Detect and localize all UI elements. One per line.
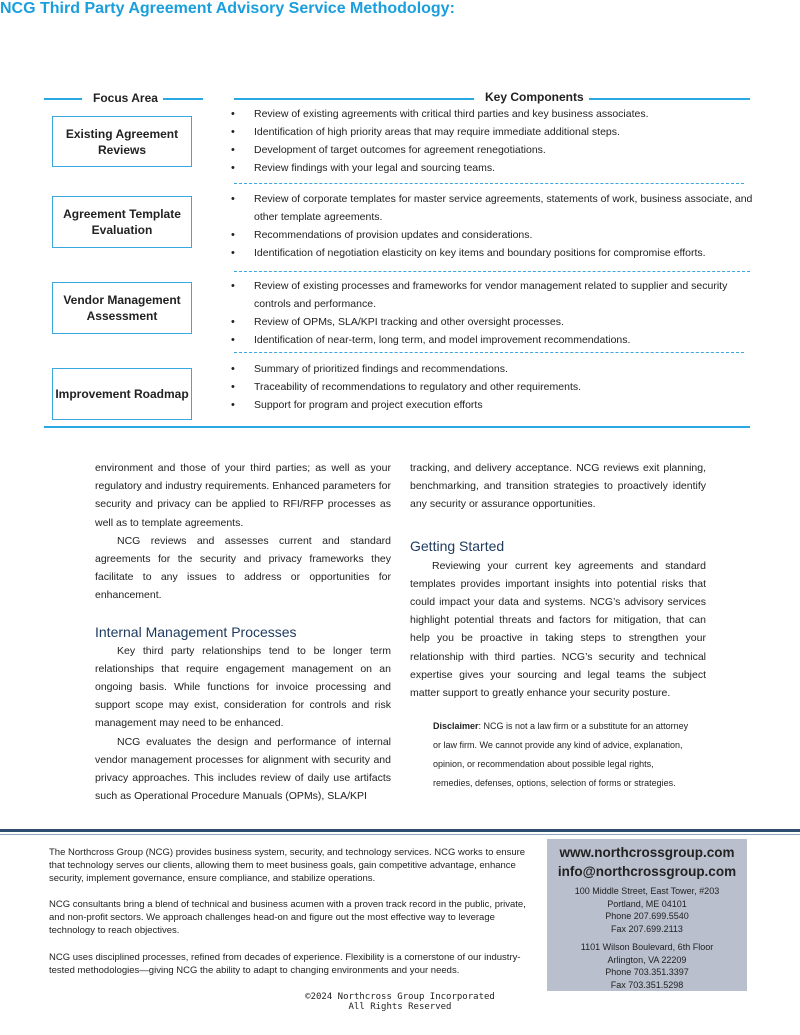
left-paragraph-1: environment and those of your third parties; as well as your regulatory and industry requirements. Enhanced parameters for security and privacy can be applied to RFI/RFP processes as well as to template agreements. — [95, 462, 391, 529]
focus-label: Agreement Template Evaluation — [63, 207, 181, 237]
footer-paragraph-1: The Northcross Group (NCG) provides business system, security, and technology services. NCG works to ensure that technology serves our clients, allowing them to meet business goals, gain competitive advantage, enhance security, implement governance, ensure compliance, and stabilize operations. — [49, 847, 526, 884]
focus-box-existing-agreement-reviews — [52, 116, 192, 167]
list-item: • Identification of high priority areas that may require immediate additional steps. — [230, 123, 755, 141]
page-title: NCG Third Party Agreement Advisory Service Methodology: — [0, 0, 455, 17]
disclaimer — [433, 717, 695, 793]
list-item: • Recommendations of provision updates and considerations. — [230, 226, 755, 244]
address-line: 1101 Wilson Boulevard, 6th Floor — [580, 942, 714, 952]
list-item: • Review of OPMs, SLA/KPI tracking and other oversight processes. — [230, 313, 755, 331]
bullet-list-existing-agreement-reviews — [230, 105, 755, 177]
focus-box-vendor-management-assessment — [52, 282, 192, 334]
list-item: • Support for program and project execution efforts — [230, 396, 755, 414]
right-column — [410, 459, 706, 702]
copyright-line: ©2024 Northcross Group Incorporated — [305, 992, 495, 1002]
left-paragraph-2: NCG reviews and assesses current and standard agreements for the security and privacy frameworks they facilitate to any issues to address or opportunities for enhancement. — [95, 534, 391, 602]
row-divider — [234, 271, 750, 272]
focus-header-line-left — [44, 98, 82, 100]
table-bottom-rule — [44, 426, 750, 428]
footer-rule — [0, 829, 800, 832]
list-item: • Identification of near-term, long term, and model improvement recommendations. — [230, 331, 755, 349]
website-link[interactable]: www.northcrossgroup.com — [559, 845, 735, 860]
focus-header-line-right — [163, 98, 203, 100]
focus-area-header: Focus Area — [93, 91, 158, 105]
address-line: Fax 703.351.5298 — [610, 979, 684, 990]
address-line: Phone 207.699.5540 — [605, 911, 689, 921]
right-paragraph-2: Reviewing your current key agreements and standard templates provides important insights into potential risks that could impact your data and systems. NCG’s advisory services highlight potential threats and factors for mitigation, that can help you be proactive in taking steps to strengthen your relationship with third parties. NCG’s security and technical expertise gives your sourcing and legal teams the subject matter support to greatly enhance your security posture. — [410, 559, 706, 700]
left-column — [95, 459, 391, 805]
list-item: • Review of existing agreements with critical third parties and key business associates. — [230, 105, 755, 123]
footer-paragraph-3: NCG uses disciplined processes, refined from decades of experience. Flexibility is a cornerstone of our industry-tested methodologies—giving NCG the ability to adapt to changing environments and your needs. — [49, 952, 521, 976]
address-line: Arlington, VA 22209 — [607, 954, 687, 965]
address-line: Fax 207.699.2113 — [611, 923, 683, 934]
focus-box-improvement-roadmap — [52, 368, 192, 420]
components-header-line-left — [234, 98, 474, 100]
footer-about-1 — [49, 846, 539, 885]
focus-label: Improvement Roadmap — [55, 387, 189, 401]
left-paragraph-4: NCG evaluates the design and performance of internal vendor management processes for alignment with security and privacy approaches. This includes review of daily use artifacts such as Operational Procedure Manuals (OPMs), SLA/KPI — [95, 735, 391, 803]
disclaimer-label: Disclaimer — [433, 721, 479, 731]
row-divider — [234, 183, 744, 184]
rights-line: All Rights Reserved — [348, 1002, 452, 1012]
list-item: • Development of target outcomes for agreement renegotiations. — [230, 141, 755, 159]
office-address-portland — [547, 885, 747, 935]
list-item: • Traceability of recommendations to regulatory and other requirements. — [230, 378, 755, 396]
left-paragraph-3: Key third party relationships tend to be longer term relationships that require engagement management on an ongoing basis. While functions for invoice processing and support scope may exist, consideration for controls and risk management may need to be enhanced. — [95, 644, 391, 730]
focus-label: Existing Agreement Reviews — [65, 126, 179, 157]
bullet-list-agreement-template-evaluation — [230, 190, 755, 262]
copyright — [0, 992, 800, 1012]
list-item: • Review of existing processes and frameworks for vendor management related to supplier and security controls and performance. — [230, 277, 755, 313]
key-components-header: Key Components — [485, 90, 584, 104]
bullet-list-improvement-roadmap — [230, 360, 755, 414]
list-item: • Review of corporate templates for master service agreements, statements of work, business associate, and other template agreements. — [230, 190, 755, 226]
section-heading-getting-started: Getting Started — [410, 537, 505, 554]
row-divider — [234, 352, 744, 353]
email-link[interactable]: info@northcrossgroup.com — [557, 864, 737, 879]
footer-rule-thin — [0, 834, 800, 835]
components-header-line-right — [589, 98, 750, 100]
address-line: Phone 703.351.3397 — [605, 967, 689, 977]
list-item: • Identification of negotiation elasticity on key items and boundary positions for compromise efforts. — [230, 244, 755, 262]
list-item: • Review findings with your legal and sourcing teams. — [230, 159, 755, 177]
right-paragraph-1: tracking, and delivery acceptance. NCG reviews exit planning, benchmarking, and transition strategies to proactively identify any security or assurance opportunities. — [410, 462, 706, 511]
contact-box — [547, 839, 747, 991]
office-address-arlington — [547, 941, 747, 991]
focus-label: Vendor Management Assessment — [63, 293, 181, 323]
list-item: • Summary of prioritized findings and recommendations. — [230, 360, 755, 378]
section-heading-internal-management: Internal Management Processes — [95, 623, 297, 640]
footer-about-3 — [49, 951, 539, 977]
disclaimer-text: : NCG is not a law firm or a substitute for an attorney or law firm. We cannot provide any kind of advice, explanation, opinion, or recommendation about possible legal rights, remedies, defenses, options, selection of forms or strategies. — [433, 721, 689, 788]
footer-paragraph-2: NCG consultants bring a blend of technical and business acumen with a proven track record in the public, private, and non-profit sectors. We approach challenges head-on and figure out the most effective way to leverage technology to reach objectives. — [49, 899, 526, 936]
focus-box-agreement-template-evaluation — [52, 196, 192, 248]
address-line: 100 Middle Street, East Tower, #203 — [574, 886, 720, 896]
address-line: Portland, ME 04101 — [607, 898, 687, 909]
footer-about-2 — [49, 898, 539, 937]
bullet-list-vendor-management-assessment — [230, 277, 755, 349]
